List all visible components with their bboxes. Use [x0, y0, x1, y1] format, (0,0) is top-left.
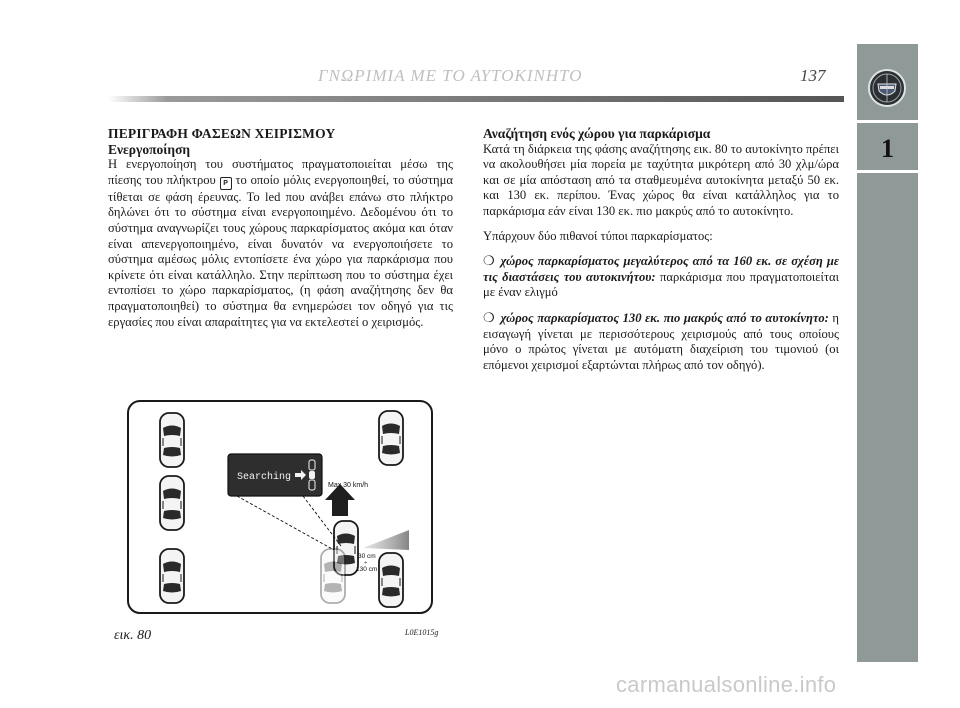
- list-item: [483, 310, 839, 373]
- distance-marker: ÷: [364, 561, 368, 567]
- activation-text-2: το οποίο μόλις ενεργοποιηθεί, το σύστημα τίθεται σε φάση έρευνας. Το led που ανάβει επάνω στο πλήκτρο δηλώνει ότι το σύστημα είναι ενεργοποιημένο. Δεδομένου ότι το σύστημα αναγνωρίζει τους χώρους παρκαρίσματος ακόμα και όταν είναι απενεργοποιημένο, είναι δυνατόν να ενεργοποιήσετε το σύστημα αμέσως μόλις εντοπίσετε ένα χώρο για παρκάρισμα που κρίνετε ότι είναι κατάλληλο. Στην περίπτωση που το σύστημα έχει εντοπίσει το χώρο παρκαρίσματος, (η φάση αναζήτησης δεν θα πραγματοποιηθεί) το σύστημα θα ενημερώσει τον οδηγό για τις εργασίες που είναι απαραίτητες για να εκτελεστεί ο χειρισμός.: [108, 172, 453, 329]
- display-car-icon: [309, 471, 315, 479]
- bullet-icon: ❍: [483, 253, 495, 269]
- display-text: Searching: [237, 472, 292, 483]
- activation-paragraph: [108, 157, 453, 330]
- list-item-bold: χώρος παρκαρίσματος 130 εκ. πιο μακρύς από το αυτοκίνητο:: [500, 310, 829, 325]
- lancia-logo-icon: [867, 68, 907, 108]
- watermark: carmanualsonline.info: [616, 672, 837, 697]
- parked-car: [379, 553, 403, 607]
- parked-car: [160, 413, 184, 467]
- parking-search-figure: [127, 400, 433, 614]
- sidebar-separator: [857, 120, 918, 123]
- bullet-icon: ❍: [483, 309, 495, 325]
- subsection-heading: Ενεργοποίηση: [108, 141, 191, 157]
- activation-text-1: Η ενεργοποίηση του συστήματος πραγματοποιείται μέσω της πίεσης του πλήκτρου: [108, 157, 453, 187]
- figure-code: L0E1015g: [405, 628, 439, 637]
- parked-car: [160, 549, 184, 603]
- right-column: [483, 126, 839, 373]
- search-heading: Αναζήτηση ενός χώρου για παρκάρισμα: [483, 126, 711, 141]
- types-intro: Υπάρχουν δύο πιθανοί τύποι παρκαρίσματος:: [483, 228, 713, 243]
- parking-assist-button-icon: P: [220, 177, 232, 190]
- list-item-text: η εισαγωγή γίνεται με περισσότερους χειρισμούς από τους οποίους μόνο ο πρώτος γίνεται με αυτόματη διαχείριση του τιμονιού (οι επόμενοι χειρισμοί εξαρτώνται πλήρως από τον οδηγό).: [483, 310, 839, 372]
- left-column: [108, 126, 453, 330]
- speed-label: Max 30 km/h: [328, 482, 369, 489]
- list-item-bold: χώρος παρκαρίσματος μεγαλύτερος από τα 160 εκ. σε σχέση με τις διαστάσεις του αυτοκινήτου:: [483, 254, 839, 284]
- distance-max-label: 130 cm: [356, 566, 378, 573]
- chapter-number: 1: [881, 134, 894, 163]
- header-rule: [108, 96, 844, 102]
- list-item-text: παρκάρισμα που πραγματοποιείται με έναν ελιγμό: [483, 269, 839, 300]
- sidebar-separator: [857, 170, 918, 173]
- parked-car: [379, 411, 403, 465]
- figure-caption: εικ. 80: [114, 628, 152, 643]
- parked-car: [160, 476, 184, 530]
- ghost-car: [321, 549, 345, 603]
- page-number: 137: [800, 66, 826, 85]
- distance-min-label: 30 cm: [358, 553, 376, 560]
- running-header-title: ΓΝΩΡΙΜΙΑ ΜΕ ΤΟ ΑΥΤΟΚΙΝΗΤΟ: [318, 66, 583, 85]
- section-heading: ΠΕΡΙΓΡΑΦΗ ΦΑΣΕΩΝ ΧΕΙΡΙΣΜΟΥ: [108, 126, 336, 141]
- list-item: [483, 253, 839, 301]
- search-paragraph: Κατά τη διάρκεια της φάσης αναζήτησης εικ. 80 το αυτοκίνητο πρέπει να ακολουθήσει μία πορεία με ταχύτητα μικρότερη από 30 χλμ/ώρα και σε μία απόσταση από τα σταθμευμένα αυτοκίνητα μεταξύ 50 εκ. και 130 εκ. περίπου. Ένας χώρος θα είναι κατάλληλος για το παρκάρισμα εάν είναι 130 εκ. πιο μακρύς από το αυτοκίνητο.: [483, 141, 839, 218]
